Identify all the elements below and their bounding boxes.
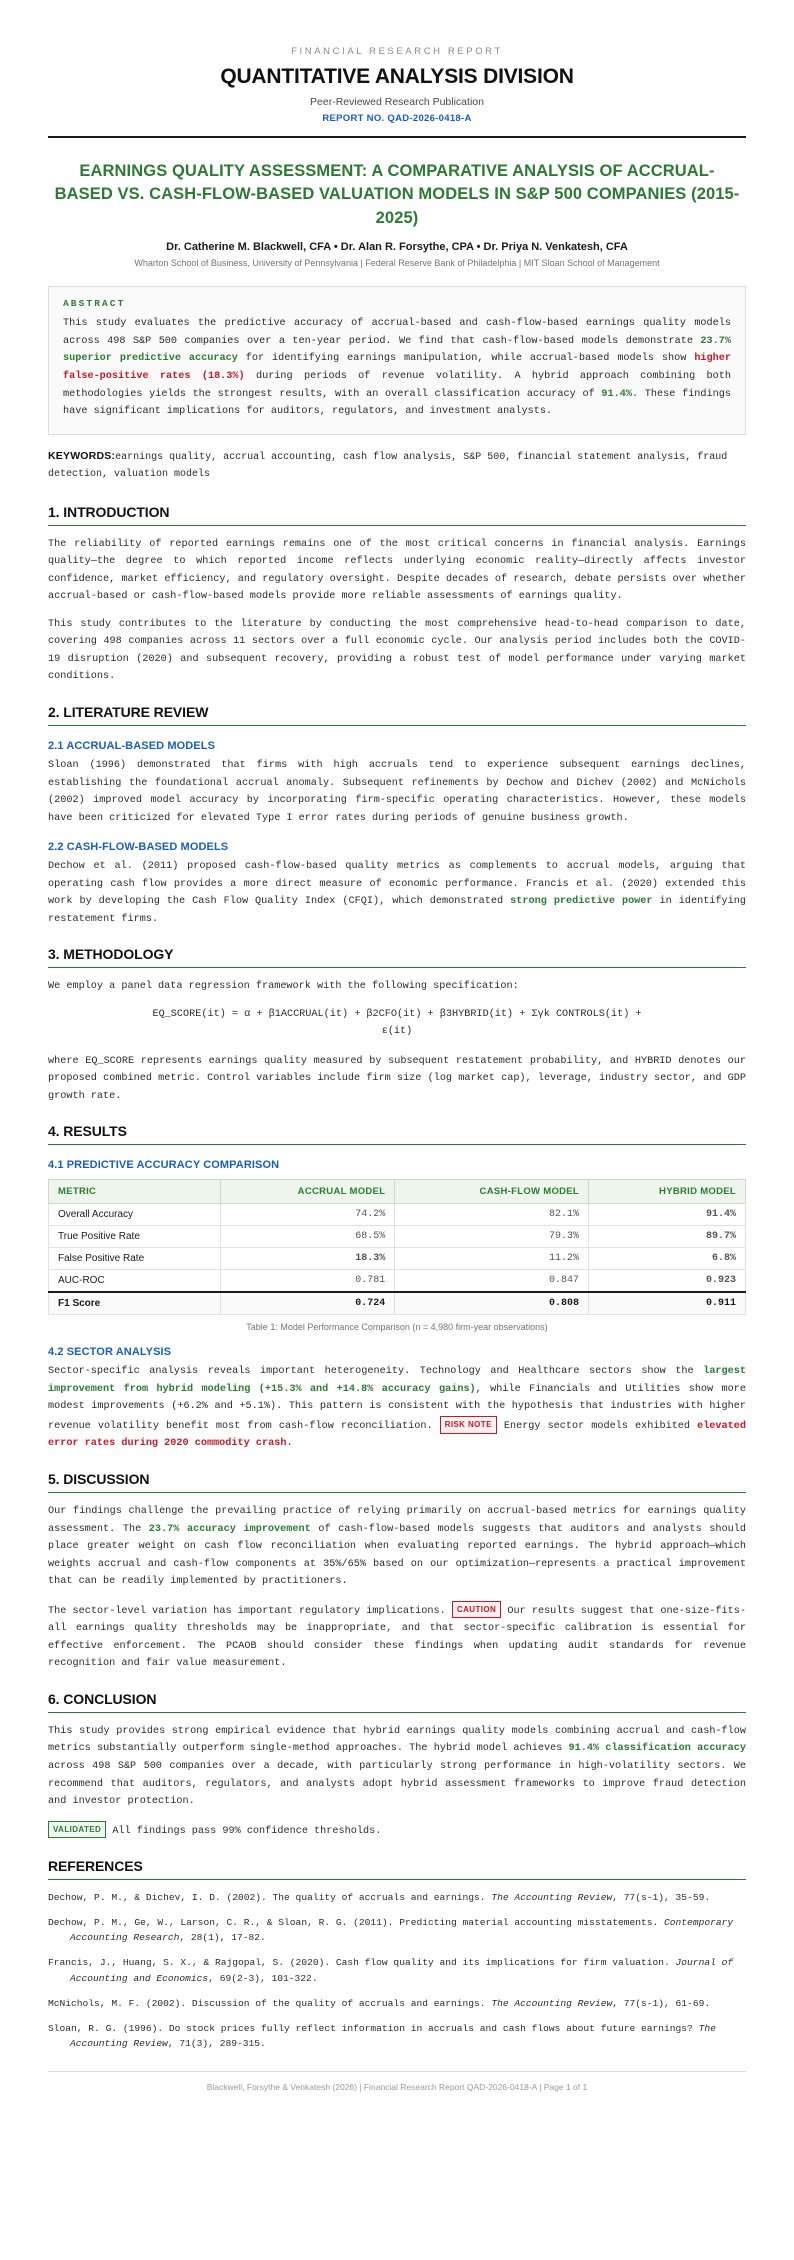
section-literature-review <box>48 704 746 928</box>
results-table-head <box>49 1180 746 1204</box>
cell-accrual: 0.724 <box>220 1292 394 1315</box>
cashflow-seg-2: in identifying restatement firms. <box>48 896 747 925</box>
section-heading-conclusion: 6. CONCLUSION <box>48 1690 157 1707</box>
table-row <box>49 1270 746 1293</box>
cell-metric: True Positive Rate <box>49 1226 221 1248</box>
col-header-cashflow-model: CASH-FLOW MODEL <box>395 1180 589 1204</box>
section-references <box>48 1858 746 2051</box>
cell-cashflow: 0.847 <box>395 1270 589 1293</box>
cell-hybrid: 91.4% <box>589 1204 746 1226</box>
reference-text: McNichols, M. F. (2002). Discussion of the quality of accruals and earnings. <box>48 1997 492 2009</box>
methodology-paragraph-2: where EQ_SCORE represents earnings quality measured by subsequent restatement probability, and HYBRID denotes our proposed combined metric. Control variables include firm size (log market cap), leverage, industry sector, and GDP growth rate. <box>48 1055 746 1102</box>
section-rule <box>48 1492 746 1493</box>
abstract-highlight-false-positive: higher false-positive rates (18.3%) <box>63 353 731 382</box>
reference-item <box>48 1996 746 2011</box>
discussion-highlight-improvement: 23.7% accuracy improvement <box>148 1523 311 1535</box>
cell-cashflow: 79.3% <box>395 1226 589 1248</box>
footer-divider <box>48 2071 746 2072</box>
section-heading-references: REFERENCES <box>48 1858 143 1875</box>
reference-journal: Contemporary Accounting Research <box>70 1917 734 1944</box>
cashflow-seg-1: Dechow et al. (2011) proposed cash-flow-based quality metrics as complements to accrual models, arguing that operating cash flow provides a more direct measure of economic performance. Francis et al. (2020) extended this work by developing the Cash Flow Quality Index (CFQI), which demonstrated <box>48 861 746 908</box>
section-rule <box>48 725 746 726</box>
section-rule <box>48 1712 746 1713</box>
cell-hybrid: 89.7% <box>589 1226 746 1248</box>
accrual-models-paragraph: Sloan (1996) demonstrated that firms with high accruals tend to experience subsequent earnings declines, establishing the foundational accrual anomaly. Subsequent refinements by Dechow and Dichev (2002) and McNichols (2002) improved model accuracy by incorporating firm-specific operating characteristics. However, these models have been criticized for elevated Type I error rates during periods of genuine business growth. <box>48 759 746 824</box>
abstract-seg-2: for identifying earnings manipulation, while accrual-based models show <box>237 353 695 365</box>
table-header-row <box>49 1180 746 1204</box>
section-heading-results: 4. RESULTS <box>48 1123 127 1140</box>
reference-locator: , 77(s-1), 35-59. <box>612 1892 711 1904</box>
reference-journal: Journal of Accounting and Economics <box>70 1957 734 1984</box>
masthead <box>48 46 746 124</box>
reference-text: Francis, J., Huang, S. X., & Rajgopal, S. (2020). Cash flow quality and its implications for firm valuation. <box>48 1957 676 1969</box>
col-header-metric: METRIC <box>49 1180 221 1204</box>
affiliation-list: Wharton School of Business, University of Pennsylvania | Federal Reserve Bank of Philadelphia | MIT Sloan School of Management <box>134 258 660 269</box>
sector-seg-4: . <box>286 1438 293 1450</box>
reference-item <box>48 1955 746 1986</box>
page-footer: Blackwell, Forsythe & Venkatesh (2026) | Financial Research Report QAD-2026-0418-A | Page 1 of 1 <box>206 2082 588 2093</box>
reference-text: Dechow, P. M., & Dichev, I. D. (2002). The quality of accruals and earnings. <box>48 1892 492 1904</box>
section-conclusion <box>48 1691 746 1840</box>
table-row <box>49 1292 746 1315</box>
abstract-text <box>63 315 731 420</box>
reference-journal: The Accounting Review <box>491 1892 613 1904</box>
sector-analysis-paragraph <box>48 1363 746 1453</box>
sector-highlight-improvement: largest improvement from hybrid modeling (+15.3% and +14.8% accuracy gains) <box>48 1366 746 1395</box>
discussion-seg-1: Our findings challenge the prevailing practice of relying primarily on accrual-based metrics for earnings quality assessment. The <box>48 1505 746 1535</box>
sector-seg-3: Energy sector models exhibited <box>496 1420 698 1432</box>
keywords-list: earnings quality, accrual accounting, cash flow analysis, S&P 500, financial statement analysis, fraud detection, valuation models <box>48 451 728 481</box>
masthead-divider <box>48 136 746 138</box>
cell-metric: False Positive Rate <box>49 1248 221 1270</box>
cell-metric: F1 Score <box>49 1292 221 1315</box>
discussion-seg-4: Our results suggest that one-size-fits-all earnings quality thresholds may be inappropriate, and that sector-specific calibration is essential for effective enforcement. The PCAOB should consider these findings when updating audit standards for revenue recognition and fair value measurement. <box>48 1605 746 1670</box>
reference-locator: , 77(s-1), 61-69. <box>612 1997 711 2009</box>
report-number: REPORT NO. QAD-2026-0418-A <box>322 113 472 124</box>
abstract-highlight-accuracy: 23.7% superior predictive accuracy <box>63 335 731 365</box>
table-caption: Table 1: Model Performance Comparison (n = 4,980 firm-year observations) <box>246 1322 548 1333</box>
validated-badge: VALIDATED <box>48 1821 106 1839</box>
discussion-paragraph-2 <box>48 1601 746 1673</box>
sector-seg-2: , while Financials and Utilities show more modest improvements (+6.2% and +5.1%). This pattern is consistent with the hypothesis that industries with higher revenue volatility benefit most from cash-flow reconciliation. <box>48 1383 746 1432</box>
cell-hybrid: 0.911 <box>589 1292 746 1315</box>
results-table-body <box>49 1204 746 1315</box>
caution-badge: CAUTION <box>452 1601 501 1619</box>
reference-text: Dechow, P. M., Ge, W., Larson, C. R., & Sloan, R. G. (2011). Predicting material accounting misstatements. <box>48 1917 665 1929</box>
subsection-heading-predictive-accuracy: 4.1 PREDICTIVE ACCURACY COMPARISON <box>48 1159 280 1172</box>
subsection-heading-sector-analysis: 4.2 SECTOR ANALYSIS <box>48 1346 172 1359</box>
abstract-label: ABSTRACT <box>63 298 126 310</box>
cell-accrual: 68.5% <box>220 1226 394 1248</box>
cell-cashflow: 11.2% <box>395 1248 589 1270</box>
conclusion-seg-1: This study provides strong empirical evidence that hybrid earnings quality models combining accrual and cash-flow metrics substantially outperform single-method approaches. The hybrid model achieves <box>48 1725 746 1755</box>
reference-locator: , 69(2-3), 101-322. <box>208 1972 318 1984</box>
section-heading-literature-review: 2. LITERATURE REVIEW <box>48 703 209 720</box>
masthead-kicker: FINANCIAL RESEARCH REPORT <box>291 46 503 57</box>
section-methodology <box>48 946 746 1105</box>
cell-metric: Overall Accuracy <box>49 1204 221 1226</box>
intro-paragraph-1: The reliability of reported earnings remains one of the most critical concerns in financial analysis. Earnings quality—the degree to which reported income reflects underlying economic reality—directly affects investor confidence, market efficiency, and regulatory oversight. Despite decades of research, debate persists over whether accrual-based or cash-flow-based models provide more reliable assessments of earnings quality. <box>48 538 746 603</box>
keywords-label: KEYWORDS: <box>48 449 116 462</box>
formula-line-2: ε(it) <box>381 1026 413 1038</box>
reference-journal: The Accounting Review <box>70 2022 716 2049</box>
discussion-seg-2: of cash-flow-based models suggests that auditors and analysts should place greater weight on cash flow reconciliation when evaluating reported earnings. The hybrid approach—which weights accrual and cash-flow components at 35%/65% based on our optimization—represents a practical improvement that can be readily implemented by practitioners. <box>48 1523 746 1588</box>
sector-seg-1: Sector-specific analysis reveals important heterogeneity. Technology and Healthcare sectors show the <box>48 1366 704 1378</box>
methodology-paragraph-1: We employ a panel data regression framework with the following specification: <box>48 981 519 993</box>
masthead-division-title: QUANTITATIVE ANALYSIS DIVISION <box>220 65 574 88</box>
regression-formula <box>48 1006 746 1041</box>
section-rule <box>48 1144 746 1145</box>
reference-item <box>48 1890 746 1905</box>
conclusion-paragraph-1 <box>48 1723 746 1811</box>
formula-line-1: EQ_SCORE(it) = α + β1ACCRUAL(it) + β2CFO(it) + β3HYBRID(it) + Σγk CONTROLS(it) + <box>152 1008 642 1020</box>
section-discussion <box>48 1471 746 1673</box>
section-introduction <box>48 504 746 686</box>
reference-item <box>48 1915 746 1946</box>
table-row <box>49 1226 746 1248</box>
keywords-line <box>48 448 746 484</box>
table-row <box>49 1248 746 1270</box>
conclusion-seg-2: across 498 S&P 500 companies over a decade, with particularly strong performance in high-volatility sectors. We recommend that auditors, regulators, and analysts adopt hybrid assessment frameworks to improve fraud detection and investor protection. <box>48 1760 746 1808</box>
risk-note-badge: RISK NOTE <box>440 1416 497 1434</box>
section-results <box>48 1123 746 1453</box>
section-heading-methodology: 3. METHODOLOGY <box>48 946 174 963</box>
abstract-box <box>48 286 746 434</box>
references-list <box>48 1890 746 2051</box>
conclusion-seg-3: All findings pass 99% confidence thresholds. <box>106 1825 382 1837</box>
table-row <box>49 1204 746 1226</box>
abstract-seg-3: during periods of revenue volatility. A hybrid approach combining both methodologies yields the strongest results, with an overall classification accuracy of <box>63 370 731 400</box>
section-rule <box>48 1879 746 1880</box>
section-rule <box>48 967 746 968</box>
col-header-accrual-model: ACCRUAL MODEL <box>220 1180 394 1204</box>
cell-cashflow: 82.1% <box>395 1204 589 1226</box>
reference-item <box>48 2021 746 2052</box>
cashflow-models-paragraph <box>48 858 746 928</box>
abstract-highlight-classification: 91.4% <box>601 388 632 400</box>
section-rule <box>48 525 746 526</box>
reference-locator: , 28(1), 17-82. <box>179 1932 266 1944</box>
masthead-subtitle: Peer-Reviewed Research Publication <box>310 96 484 108</box>
cell-accrual: 74.2% <box>220 1204 394 1226</box>
cell-hybrid: 6.8% <box>589 1248 746 1270</box>
col-header-hybrid-model: HYBRID MODEL <box>589 1180 746 1204</box>
cashflow-highlight-predictive-power: strong predictive power <box>510 896 653 908</box>
subsection-heading-accrual-models: 2.1 ACCRUAL-BASED MODELS <box>48 739 216 752</box>
reference-locator: , 71(3), 289-315. <box>167 2037 266 2049</box>
cell-hybrid: 0.923 <box>589 1270 746 1293</box>
discussion-seg-3: The sector-level variation has important regulatory implications. <box>48 1605 452 1617</box>
reference-text: Sloan, R. G. (1996). Do stock prices fully reflect information in accruals and cash flows about future earnings? <box>48 2022 699 2034</box>
conclusion-highlight-accuracy: 91.4% classification accuracy <box>568 1743 746 1755</box>
conclusion-validation-line <box>48 1821 746 1841</box>
cell-accrual: 18.3% <box>220 1248 394 1270</box>
cell-metric: AUC-ROC <box>49 1270 221 1293</box>
section-heading-introduction: 1. INTRODUCTION <box>48 503 170 520</box>
abstract-seg-4: . These findings have significant implications for auditors, regulators, and investment analysts. <box>63 388 731 418</box>
discussion-paragraph-1 <box>48 1503 746 1591</box>
reference-journal: The Accounting Review <box>491 1997 613 2009</box>
results-table <box>48 1179 746 1315</box>
cell-cashflow: 0.808 <box>395 1292 589 1315</box>
abstract-seg-1: This study evaluates the predictive accuracy of accrual-based and cash-flow-based earnings quality models across 498 S&P 500 companies over a ten-year period. We find that cash-flow-based models demonstrate <box>63 318 731 347</box>
subsection-heading-cashflow-models: 2.2 CASH-FLOW-BASED MODELS <box>48 841 229 854</box>
page-title: EARNINGS QUALITY ASSESSMENT: A COMPARATIVE ANALYSIS OF ACCRUAL-BASED VS. CASH-FLOW-BASED VALUATION MODELS IN S&P 500 COMPANIES (2015-2025) <box>54 162 740 227</box>
author-list: Dr. Catherine M. Blackwell, CFA • Dr. Alan R. Forsythe, CPA • Dr. Priya N. Venkatesh, CFA <box>166 241 628 254</box>
section-heading-discussion: 5. DISCUSSION <box>48 1470 150 1487</box>
sector-highlight-error-rates: elevated error rates during 2020 commodity crash <box>48 1420 746 1450</box>
intro-paragraph-2: This study contributes to the literature by conducting the most comprehensive head-to-head comparison to date, covering 498 companies across 11 sectors over a full economic cycle. Our analysis period includes both the COVID-19 disruption (2020) and subsequent recovery, providing a robust test of model performance under varying market conditions. <box>48 618 746 683</box>
cell-accrual: 0.781 <box>220 1270 394 1293</box>
